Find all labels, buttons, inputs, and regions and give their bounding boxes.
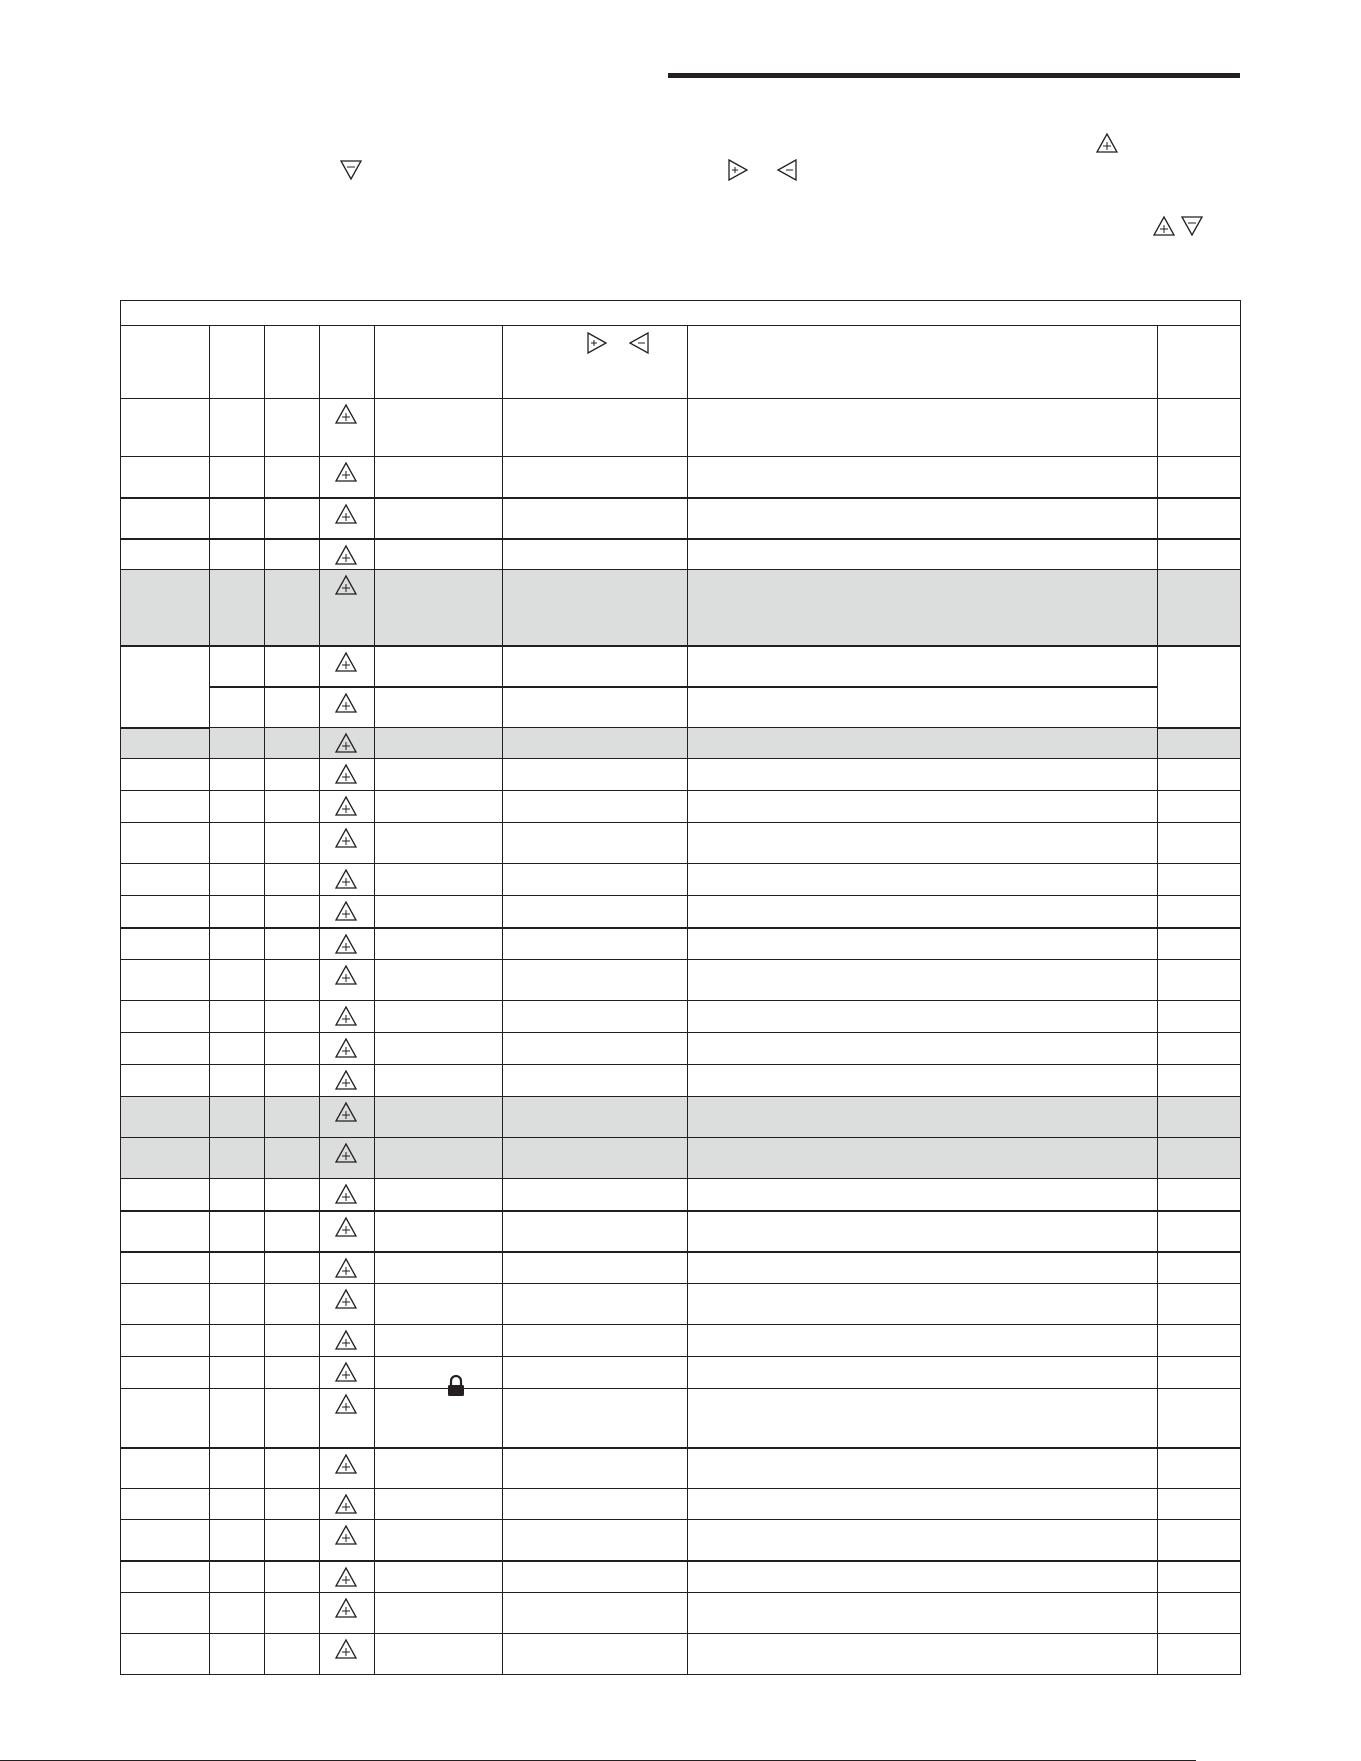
icon-cell [320, 1211, 375, 1252]
table-row [121, 1284, 1241, 1325]
icon-cell [320, 498, 375, 539]
table-row [121, 759, 1241, 791]
plus-up-triangle-icon [335, 1289, 374, 1309]
plus-up-triangle-icon [335, 575, 374, 595]
table-row [121, 498, 1241, 539]
icon-cell [320, 646, 375, 687]
table-row [121, 1179, 1241, 1211]
table-row [121, 399, 1241, 457]
table-row [121, 823, 1241, 864]
plus-up-triangle-icon [335, 1454, 374, 1474]
icon-cell [320, 1357, 375, 1389]
icon-cell [320, 1284, 375, 1325]
icon-cell [320, 570, 375, 646]
icon-cell [320, 823, 375, 864]
icon-cell [320, 1561, 375, 1593]
plus-up-triangle-icon [335, 1102, 374, 1122]
plus-up-triangle-icon [335, 504, 374, 524]
table-row [121, 928, 1241, 960]
table-row [121, 960, 1241, 1001]
icon-cell [320, 399, 375, 457]
icon-cell [320, 1097, 375, 1138]
table-row [121, 1033, 1241, 1065]
table-row [121, 1065, 1241, 1097]
plus-up-triangle-icon [335, 1394, 374, 1414]
plus-up-triangle-icon [335, 1494, 374, 1514]
icon-cell [320, 1001, 375, 1033]
table-title-cell [121, 301, 1241, 326]
plus-up-triangle-icon [335, 1217, 374, 1237]
plus-up-triangle-icon [335, 901, 374, 921]
table-title-row [121, 301, 1241, 326]
icon-cell [320, 896, 375, 928]
icon-cell [320, 1634, 375, 1675]
table-row [121, 791, 1241, 823]
table-row [121, 896, 1241, 928]
icon-cell [320, 1033, 375, 1065]
table-row [121, 570, 1241, 646]
minus-left-triangle-icon [629, 332, 649, 354]
minus-down-triangle-icon [340, 160, 362, 180]
table-row [121, 864, 1241, 896]
icon-cell [320, 539, 375, 570]
table-row [121, 646, 1241, 687]
icon-cell [320, 864, 375, 896]
table-row [121, 1448, 1241, 1489]
table-row [121, 1489, 1241, 1520]
plus-up-triangle-icon [335, 934, 374, 954]
icon-cell [320, 1179, 375, 1211]
plus-up-triangle-icon [335, 1598, 374, 1618]
plus-up-triangle-icon [335, 1143, 374, 1163]
table-row [121, 1520, 1241, 1561]
table-row [121, 457, 1241, 498]
plus-up-triangle-icon [335, 652, 374, 672]
icon-cell [320, 687, 375, 728]
icon-cell [320, 1448, 375, 1489]
plus-right-triangle-icon [587, 332, 607, 354]
table-row [121, 1389, 1241, 1448]
table-row [121, 1001, 1241, 1033]
plus-up-triangle-icon [335, 1258, 374, 1278]
plus-up-triangle-icon [335, 404, 374, 424]
icon-cell [320, 1325, 375, 1357]
icon-cell [320, 457, 375, 498]
plus-up-triangle-icon [335, 869, 374, 889]
table-row [121, 1211, 1241, 1252]
table-row [121, 1097, 1241, 1138]
plus-up-triangle-icon [335, 1567, 374, 1587]
plus-up-triangle-icon [335, 828, 374, 848]
lock-icon [447, 1375, 502, 1400]
icon-cell [320, 1065, 375, 1097]
plus-up-triangle-icon [335, 545, 374, 565]
plus-up-triangle-icon [335, 1038, 374, 1058]
icon-cell [320, 791, 375, 823]
plus-up-triangle-icon [335, 1639, 374, 1659]
icon-cell [320, 1593, 375, 1634]
plus-up-triangle-icon [335, 1362, 374, 1382]
table-row [121, 1634, 1241, 1675]
plus-up-triangle-icon [335, 1006, 374, 1026]
lock-cell [375, 1389, 503, 1448]
plus-up-triangle-icon [335, 733, 374, 753]
icon-cell [320, 1252, 375, 1284]
minus-down-triangle-icon [1181, 216, 1203, 236]
plus-up-triangle-icon [335, 1330, 374, 1350]
icon-cell [320, 928, 375, 960]
table-row [121, 1325, 1241, 1357]
table-row [121, 1593, 1241, 1634]
plus-up-triangle-icon [1096, 133, 1118, 153]
section-header-rule [668, 73, 1240, 78]
icon-cell [320, 960, 375, 1001]
icon-cell [320, 1138, 375, 1179]
plus-up-triangle-icon [335, 1184, 374, 1204]
table-row [121, 728, 1241, 759]
plus-up-triangle-icon [335, 462, 374, 482]
table-row [121, 1561, 1241, 1593]
plus-up-triangle-icon [335, 796, 374, 816]
table-row [121, 1252, 1241, 1284]
plus-up-triangle-icon [335, 764, 374, 784]
plus-right-triangle-icon [728, 159, 748, 181]
table-row [121, 687, 1241, 728]
icon-cell [320, 1389, 375, 1448]
plus-up-triangle-icon [1153, 216, 1175, 236]
icon-cell [320, 1489, 375, 1520]
table-row [121, 1357, 1241, 1389]
icon-cell [320, 728, 375, 759]
table-row [121, 539, 1241, 570]
plus-up-triangle-icon [335, 965, 374, 985]
icon-cell [320, 759, 375, 791]
parameter-table [120, 300, 1241, 1675]
plus-up-triangle-icon [335, 1070, 374, 1090]
header-adjust-cell [503, 326, 688, 399]
table-header-row [121, 326, 1241, 399]
icon-cell [320, 1520, 375, 1561]
plus-up-triangle-icon [335, 693, 374, 713]
plus-up-triangle-icon [335, 1525, 374, 1545]
minus-left-triangle-icon [777, 159, 797, 181]
table-row [121, 1138, 1241, 1179]
